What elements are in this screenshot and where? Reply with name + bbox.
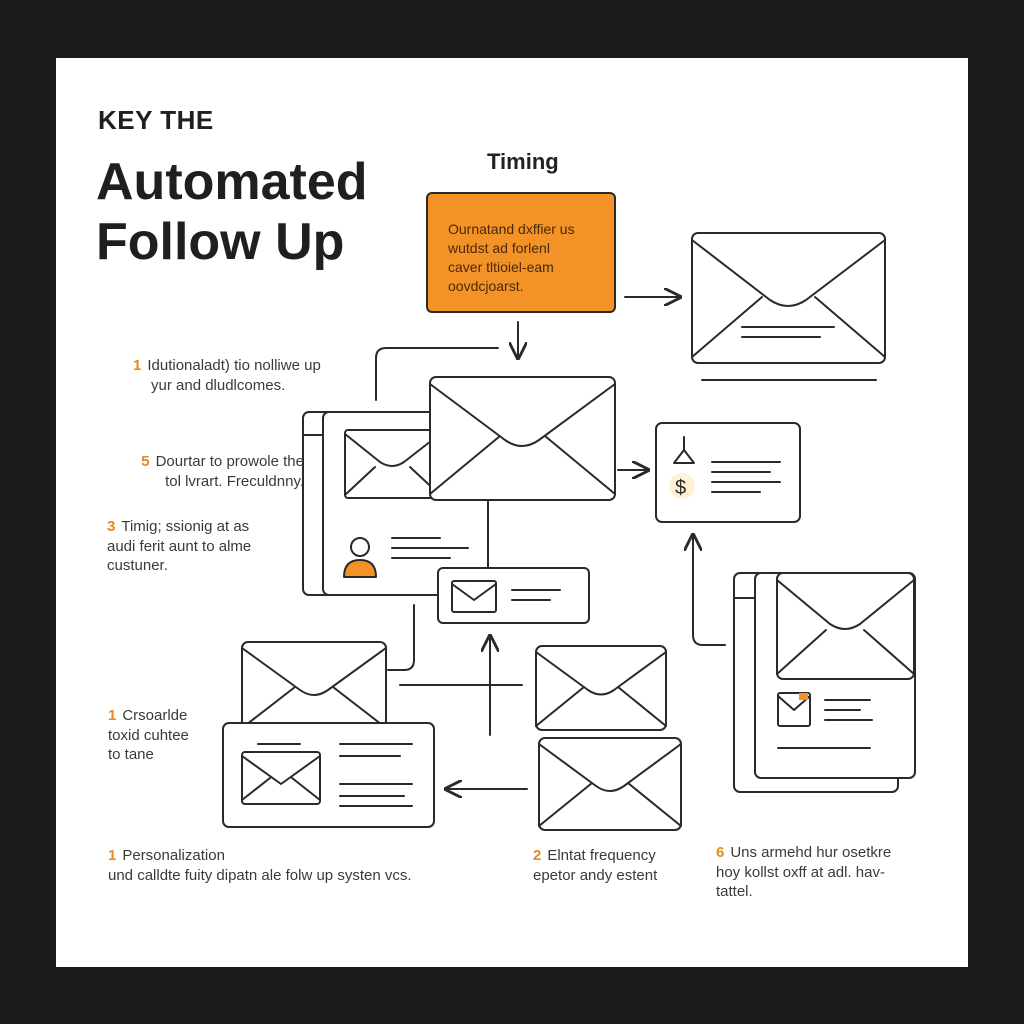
envelope-icon <box>539 738 681 830</box>
note-item <box>133 356 321 395</box>
note-number: 2 <box>533 847 542 864</box>
callout-line: oovdcjoarst. <box>448 277 524 294</box>
note-line: Timig; ssionig at as <box>121 518 250 535</box>
envelope-icon <box>536 646 666 730</box>
note-line: toxid cuhtee <box>108 726 189 744</box>
note-line: Personalization <box>122 847 225 864</box>
dollar-icon <box>669 473 695 499</box>
note-line: to tane <box>108 746 154 763</box>
document-card <box>223 723 434 827</box>
kicker-text: KEY THE <box>98 105 214 135</box>
note-line: Elntat frequency <box>547 847 656 864</box>
callout-line: caver tltioiel-eam <box>448 258 554 275</box>
note-item <box>716 843 891 902</box>
note-item <box>533 846 657 885</box>
note-line: und calldte fuity dipatn ale folw up systen vcs. <box>108 866 412 884</box>
note-line: audi ferit aunt to alme <box>107 537 252 555</box>
note-line: Uns armehd hur osetkre <box>730 844 892 861</box>
timing-callout <box>426 192 616 313</box>
document-card <box>734 573 915 792</box>
note-number: 3 <box>107 518 116 535</box>
message-strip <box>438 568 589 623</box>
envelope-icon <box>692 233 885 363</box>
note-line: tol lvrart. Freculdnny. <box>165 472 304 490</box>
note-line: hoy kollst oxff at adl. hav- <box>716 863 885 881</box>
note-line: Dourtar to prowole the <box>155 453 304 470</box>
note-number: 1 <box>108 707 117 724</box>
note-item <box>124 452 304 491</box>
note-number: 1 <box>108 847 117 864</box>
offer-card <box>656 423 800 522</box>
note-line: custuner. <box>107 557 168 574</box>
timing-label: Timing <box>487 149 559 174</box>
note-number: 6 <box>716 844 725 861</box>
callout-line: Ournatand dxffier us <box>448 221 575 237</box>
note-line: Idutionaladt) tio nolliwe up <box>147 357 321 374</box>
note-item <box>108 846 412 885</box>
note-line: tattel. <box>716 883 753 900</box>
note-line: epetor andy estent <box>533 866 658 884</box>
note-item <box>108 706 189 765</box>
note-line: Crsoarlde <box>122 707 188 724</box>
arrow-icon <box>693 535 725 645</box>
note-line: yur and dludlcomes. <box>151 376 286 394</box>
title-line-2: Follow Up <box>96 213 345 271</box>
page-title <box>96 152 368 272</box>
title-line-1: Automated <box>96 153 368 211</box>
note-number: 5 <box>141 453 150 470</box>
note-item <box>107 517 251 576</box>
envelope-icon <box>242 642 386 732</box>
callout-line: wutdst ad forlenl <box>448 239 550 256</box>
svg-text:$: $ <box>675 477 687 499</box>
envelope-icon <box>430 377 615 500</box>
note-number: 1 <box>133 357 142 374</box>
